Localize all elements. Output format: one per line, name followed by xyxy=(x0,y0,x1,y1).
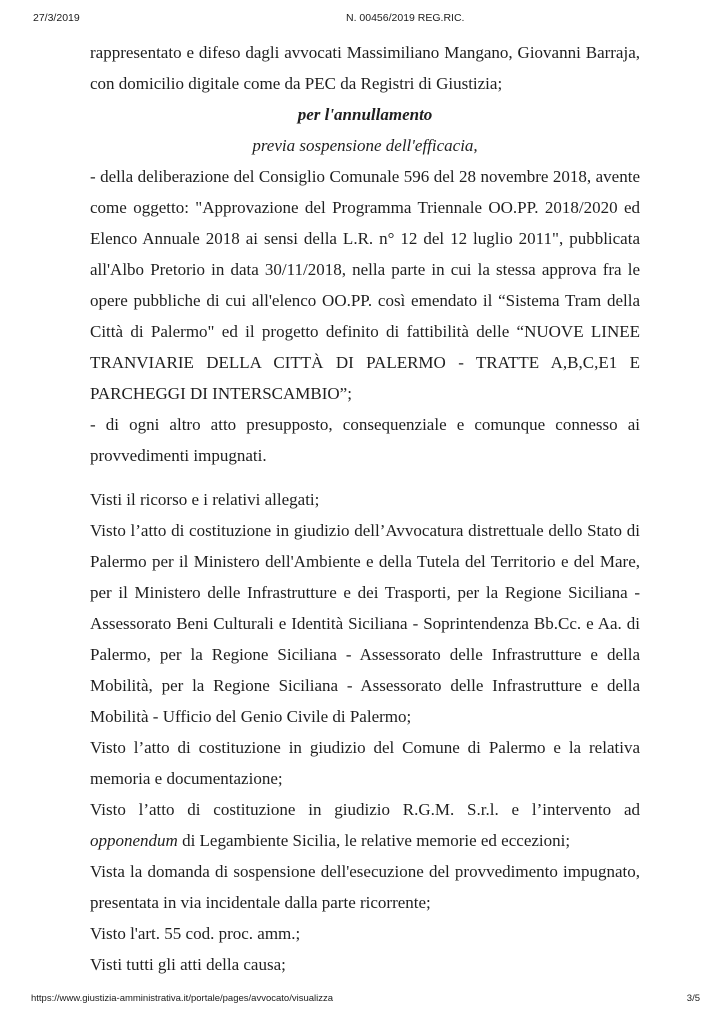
rgm-latin-term: opponendum xyxy=(90,831,178,850)
paragraph-visti-ricorso: Visti il ricorso e i relativi allegati; xyxy=(90,490,320,509)
paragraph-counsel: rappresentato e difeso dagli avvocati Massimiliano Mangano, Giovanni Barraja, con domicilio digitale come da PEC da Registri di Giustizia; xyxy=(90,43,640,93)
paragraph-visto-rgm xyxy=(90,794,640,856)
paragraph-deliberazione: - della deliberazione del Consiglio Comunale 596 del 28 novembre 2018, avente come oggetto: "Approvazione del Programma Triennale OO.PP. 2018/2020 ed Elenco Annuale 2018 ai sensi della L.R. n° 12 del 12 luglio 2011", pubblicata all'Albo Pretorio in data 30/11/2018, nella parte in cui la stessa approva fra le opere pubbliche di cui all'elenco OO.PP. così emendato il “Sistema Tram della Città di Palermo" ed il progetto definito di fattibilità delle “NUOVE LINEE TRANVIARIE DELLA CITTÀ DI PALERMO - TRATTE A,B,C,E1 E PARCHEGGI DI INTERSCAMBIO”; xyxy=(90,167,640,403)
paragraph-visto-comune: Visto l’atto di costituzione in giudizio del Comune di Palermo e la relativa memoria e documentazione; xyxy=(90,738,640,788)
rgm-text-after: di Legambiente Sicilia, le relative memorie ed eccezioni; xyxy=(177,831,571,850)
document-body xyxy=(90,37,640,980)
paragraph-visto-avvocatura: Visto l’atto di costituzione in giudizio dell’Avvocatura distrettuale dello Stato di Palermo per il Ministero dell'Ambiente e della Tutela del Territorio e del Mare, per il Ministero delle Infrastrutture e dei Trasporti, per la Regione Siciliana - Assessorato Beni Culturali e Identità Siciliana - Soprintendenza Bb.Cc. e Aa. di Palermo, per la Regione Siciliana - Assessorato delle Infrastrutture e della Mobilità, per la Regione Siciliana - Assessorato delle Infrastrutture e della Mobilità - Ufficio del Genio Civile di Palermo; xyxy=(90,521,640,726)
heading-per-annullamento: per l'annullamento xyxy=(297,105,433,124)
print-footer-page-indicator: 3/5 xyxy=(686,993,700,1004)
rgm-text-before: Visto l’atto di costituzione in giudizio R.G.M. S.r.l. e l’intervento ad xyxy=(90,800,640,819)
paragraph-visti-atti: Visti tutti gli atti della causa; xyxy=(90,955,286,974)
print-footer-url: https://www.giustizia-amministrativa.it/portale/pages/avvocato/visualizza xyxy=(31,993,334,1004)
print-header-case-number: N. 00456/2019 REG.RIC. xyxy=(346,12,465,24)
paragraph-altri-atti: - di ogni altro atto presupposto, consequenziale e comunque connesso ai provvedimenti impugnati. xyxy=(90,415,640,465)
paragraph-vista-domanda: Vista la domanda di sospensione dell'esecuzione del provvedimento impugnato, presentata in via incidentale dalla parte ricorrente; xyxy=(90,862,640,912)
paragraph-visto-art55: Visto l'art. 55 cod. proc. amm.; xyxy=(90,924,301,943)
heading-previa-sospensione: previa sospensione dell'efficacia, xyxy=(252,136,478,155)
print-header-date: 27/3/2019 xyxy=(33,12,80,24)
